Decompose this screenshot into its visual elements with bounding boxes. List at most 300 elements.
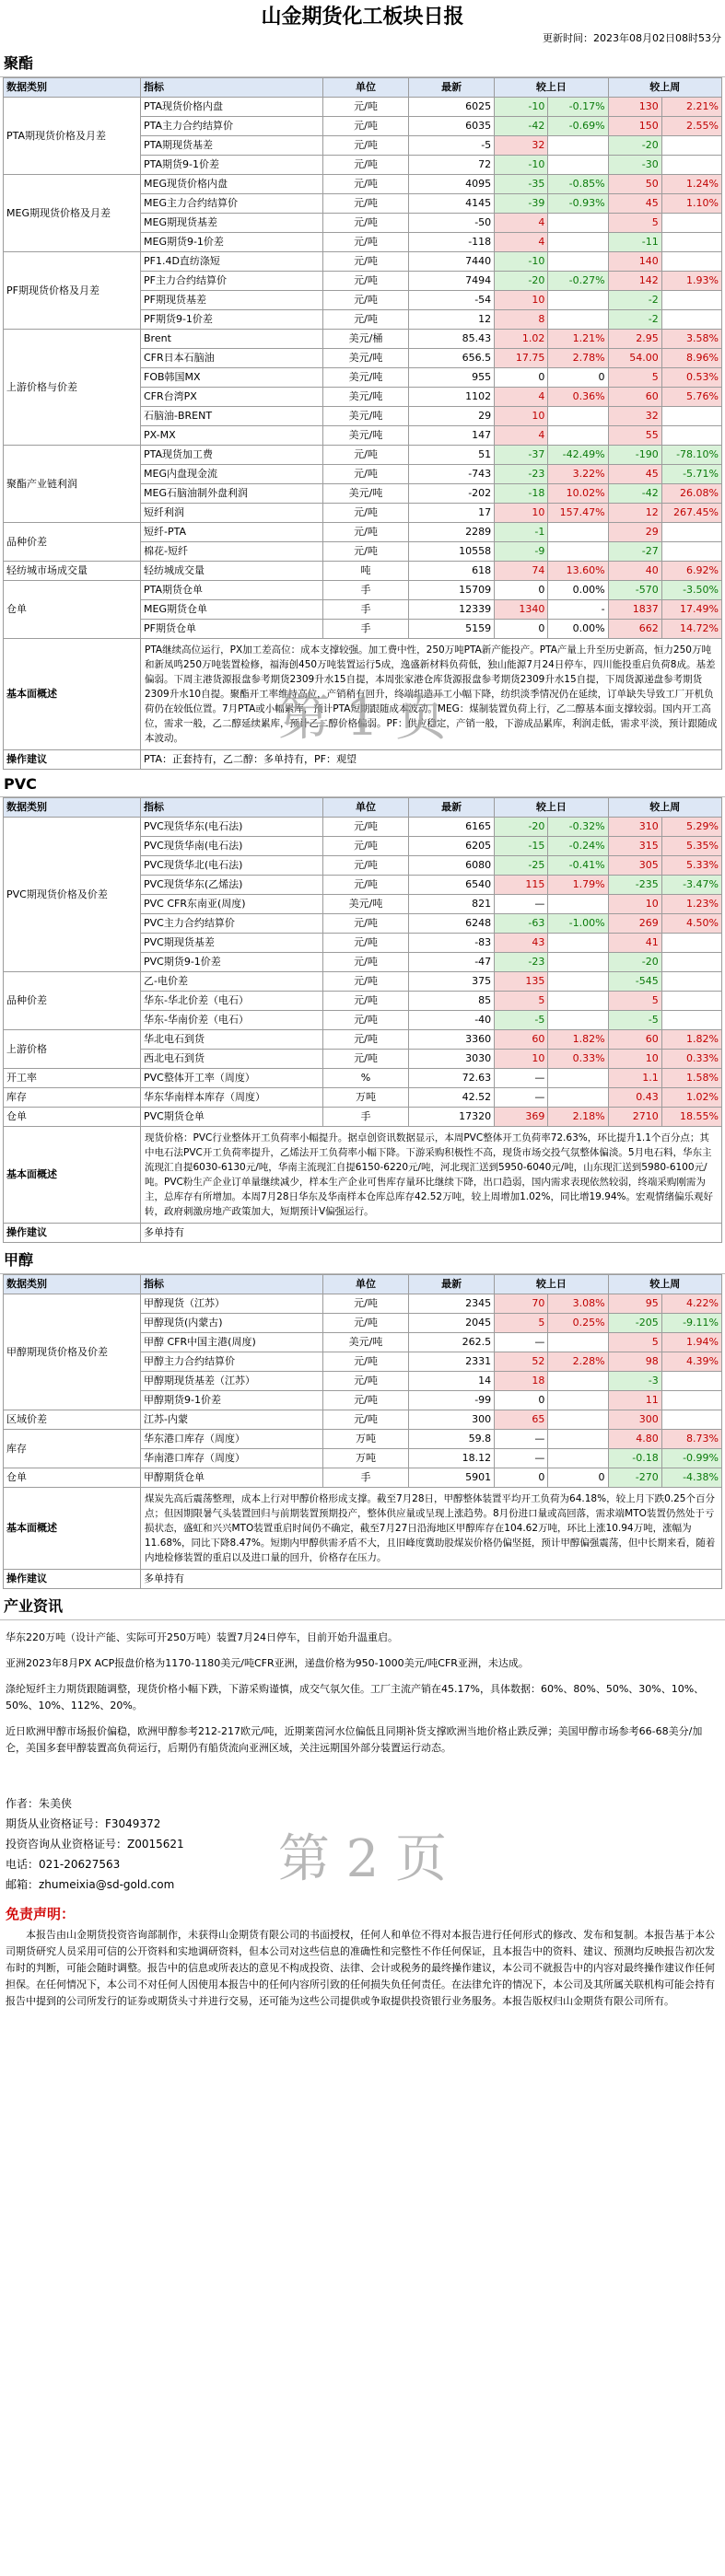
day-change-pct: 3.08% xyxy=(548,1294,608,1314)
table-row xyxy=(4,1030,722,1050)
unit: % xyxy=(322,1069,408,1088)
unit: 元/吨 xyxy=(322,272,408,291)
week-change-pct xyxy=(661,1391,721,1410)
sections-container xyxy=(0,46,725,1589)
day-change: 65 xyxy=(495,1410,548,1430)
indicator-name: FOB韩国MX xyxy=(141,368,323,388)
day-change: 135 xyxy=(495,972,548,992)
advice-text: 多单持有 xyxy=(141,1224,722,1243)
day-change-pct xyxy=(548,1372,608,1391)
latest-value: -118 xyxy=(409,233,495,252)
latest-value: 5159 xyxy=(409,620,495,639)
indicator-name: 甲醇现货（江苏） xyxy=(141,1294,323,1314)
overview-text: 煤炭先高后震荡整理，成本上行对甲醇价格形成支撑。截至7月28日，甲醇整体装置平均开工负荷为64.18%，较上月下跌0.25个百分点；但因期限暑气头装置回归与前期装置预期投产，整体供应量或呈现上涨趋势。8月份进口量或高回落，需求端MTO装置仍然处于亏损状态，盛虹和兴兴MTO装置重启时间仍不确定，截至7月27日沿海地区甲醇库存在104.62万吨，环比上涨10.94万吨，涨幅为11.68%，同比下降8.47%。短期内甲醇供需矛盾不大，且旧峰度冀助股煤炭价格仍偏坚挺，预计甲醇偏强震荡，但中长期来看，随着内地检修装置的重启以及进口量的回升，价格存在压力。 xyxy=(141,1488,722,1570)
advice-text: PTA：正套持有，乙二醇：多单持有，PF：观望 xyxy=(141,750,722,770)
day-change: — xyxy=(495,1069,548,1088)
week-change: -570 xyxy=(608,581,661,600)
latest-value: 3360 xyxy=(409,1030,495,1050)
latest-value: 85.43 xyxy=(409,330,495,349)
column-header: 指标 xyxy=(141,798,323,818)
day-change-pct xyxy=(548,136,608,156)
latest-value: 29 xyxy=(409,407,495,426)
week-change-pct: -0.99% xyxy=(661,1449,721,1468)
latest-value: 2045 xyxy=(409,1314,495,1333)
week-change-pct: -3.47% xyxy=(661,876,721,895)
day-change-pct xyxy=(548,1088,608,1108)
column-header: 较上周 xyxy=(608,78,721,98)
week-change: 55 xyxy=(608,426,661,446)
day-change-pct xyxy=(548,252,608,272)
week-change-pct: 1.02% xyxy=(661,1088,721,1108)
day-change: 17.75 xyxy=(495,349,548,368)
week-change: -11 xyxy=(608,233,661,252)
unit: 元/吨 xyxy=(322,876,408,895)
week-change: 269 xyxy=(608,914,661,934)
week-change-pct xyxy=(661,972,721,992)
week-change: -20 xyxy=(608,953,661,972)
day-change: 4 xyxy=(495,426,548,446)
latest-value: 17320 xyxy=(409,1108,495,1127)
day-change: 10 xyxy=(495,407,548,426)
report-title: 山金期货化工板块日报 xyxy=(261,6,464,29)
day-change-pct: -0.17% xyxy=(548,98,608,117)
week-change: 315 xyxy=(608,837,661,856)
unit: 元/吨 xyxy=(322,98,408,117)
week-change-pct: 17.49% xyxy=(661,600,721,620)
day-change-pct xyxy=(548,1410,608,1430)
week-change: -42 xyxy=(608,484,661,504)
week-change: -235 xyxy=(608,876,661,895)
indicator-name: PVC现货华北(电石法) xyxy=(141,856,323,876)
latest-value: 6540 xyxy=(409,876,495,895)
week-change: 130 xyxy=(608,98,661,117)
day-change-pct: 0 xyxy=(548,1468,608,1488)
week-change-pct: 2.21% xyxy=(661,98,721,117)
week-change: -30 xyxy=(608,156,661,175)
week-change: 1.1 xyxy=(608,1069,661,1088)
indicator-name: PF期货仓单 xyxy=(141,620,323,639)
indicator-name: PTA现货加工费 xyxy=(141,446,323,465)
row-category: PVC期现货价格及价差 xyxy=(4,818,141,972)
day-change: 5 xyxy=(495,992,548,1011)
row-category: 开工率 xyxy=(4,1069,141,1088)
week-change-pct xyxy=(661,426,721,446)
latest-value: 72 xyxy=(409,156,495,175)
indicator-name: PVC CFR东南亚(周度) xyxy=(141,895,323,914)
indicator-name: PVC现货华南(电石法) xyxy=(141,837,323,856)
table-row xyxy=(4,972,722,992)
week-change-pct xyxy=(661,407,721,426)
author-qualification: 期货从业资格证号：F3049372 xyxy=(6,1817,161,1830)
week-change: 5 xyxy=(608,368,661,388)
day-change: — xyxy=(495,1088,548,1108)
author-email: 邮箱：zhumeixia@sd-gold.com xyxy=(6,1878,175,1891)
unit: 元/吨 xyxy=(322,310,408,330)
data-table xyxy=(3,797,722,1243)
week-change-pct: 0.33% xyxy=(661,1050,721,1069)
indicator-name: 华东-华南价差（电石） xyxy=(141,1011,323,1030)
unit: 元/吨 xyxy=(322,1352,408,1372)
latest-value: 10558 xyxy=(409,542,495,562)
section-title: 聚酯 xyxy=(0,46,725,77)
day-change: -10 xyxy=(495,98,548,117)
day-change-pct: 2.78% xyxy=(548,349,608,368)
row-category: PF期现货价格及月差 xyxy=(4,252,141,330)
unit: 吨 xyxy=(322,562,408,581)
column-header: 单位 xyxy=(322,1275,408,1294)
latest-value: 15709 xyxy=(409,581,495,600)
news-title: 产业资讯 xyxy=(0,1589,725,1620)
day-change-pct xyxy=(548,214,608,233)
day-change-pct: 1.82% xyxy=(548,1030,608,1050)
week-change-pct: 18.55% xyxy=(661,1108,721,1127)
week-change: 50 xyxy=(608,175,661,194)
unit: 手 xyxy=(322,1108,408,1127)
indicator-name: 乙-电价差 xyxy=(141,972,323,992)
week-change-pct: 1.10% xyxy=(661,194,721,214)
unit: 美元/吨 xyxy=(322,388,408,407)
day-change-pct: 1.21% xyxy=(548,330,608,349)
day-change-pct xyxy=(548,992,608,1011)
row-category: MEG期现货价格及月差 xyxy=(4,175,141,252)
day-change: -42 xyxy=(495,117,548,136)
unit: 美元/桶 xyxy=(322,330,408,349)
week-change-pct: 8.96% xyxy=(661,349,721,368)
day-change: -63 xyxy=(495,914,548,934)
unit: 元/吨 xyxy=(322,934,408,953)
week-change: 98 xyxy=(608,1352,661,1372)
unit: 美元/吨 xyxy=(322,895,408,914)
day-change: 0 xyxy=(495,1391,548,1410)
indicator-name: PTA期货9-1价差 xyxy=(141,156,323,175)
industry-news xyxy=(0,1589,725,1757)
table-row xyxy=(4,1108,722,1127)
day-change-pct xyxy=(548,1391,608,1410)
column-header: 数据类别 xyxy=(4,1275,141,1294)
unit: 万吨 xyxy=(322,1449,408,1468)
day-change: — xyxy=(495,1449,548,1468)
latest-value: 147 xyxy=(409,426,495,446)
indicator-name: 华东港口库存（周度） xyxy=(141,1430,323,1449)
indicator-name: MEG期货9-1价差 xyxy=(141,233,323,252)
unit: 元/吨 xyxy=(322,914,408,934)
day-change-pct: 0.00% xyxy=(548,581,608,600)
day-change: 18 xyxy=(495,1372,548,1391)
day-change-pct: 0.00% xyxy=(548,620,608,639)
indicator-name: 华北电石到货 xyxy=(141,1030,323,1050)
day-change-pct xyxy=(548,972,608,992)
table-header-row xyxy=(4,798,722,818)
day-change-pct xyxy=(548,310,608,330)
unit: 元/吨 xyxy=(322,1314,408,1333)
latest-value: 5901 xyxy=(409,1468,495,1488)
indicator-name: Brent xyxy=(141,330,323,349)
latest-value: 375 xyxy=(409,972,495,992)
week-change-pct xyxy=(661,136,721,156)
latest-value: 2289 xyxy=(409,523,495,542)
advice-row xyxy=(4,1224,722,1243)
indicator-name: PVC现货华东(乙烯法) xyxy=(141,876,323,895)
unit: 元/吨 xyxy=(322,542,408,562)
unit: 美元/吨 xyxy=(322,1333,408,1352)
week-change: -545 xyxy=(608,972,661,992)
week-change-pct xyxy=(661,291,721,310)
latest-value: 1102 xyxy=(409,388,495,407)
unit: 元/吨 xyxy=(322,1050,408,1069)
indicator-name: 甲醇主力合约结算价 xyxy=(141,1352,323,1372)
week-change: 140 xyxy=(608,252,661,272)
column-header: 数据类别 xyxy=(4,798,141,818)
table-row xyxy=(4,446,722,465)
indicator-name: 甲醇期货仓单 xyxy=(141,1468,323,1488)
indicator-name: MEG期货仓单 xyxy=(141,600,323,620)
week-change: 150 xyxy=(608,117,661,136)
day-change: -15 xyxy=(495,837,548,856)
table-row xyxy=(4,523,722,542)
week-change: -2 xyxy=(608,310,661,330)
disclaimer-text: 本报告由山金期货投资咨询部制作，未获得山金期货有限公司的书面授权，任何人和单位不得对本报告进行任何形式的修改、发布和复制。本报告基于本公司期货研究人员采用可信的公开资料和实地调研资料，但本公司对这些信息的准确性和完整性不作任何保证，且本报告中的资料、建议、预测均反映报告初次发布时的判断，可能会随时调整。报告中的信息或所表达的意见不构成投资、法律、会计或税务的最终操作建议，本公司不就报告中的内容对最终操作建议作任何担保。在任何情况下，本公司不对任何人因使用本报告中的任何内容所引致的任何损失负任何责任。在法律允许的情况下，本公司及其所属关联机构可能会持有报告中提到的公司所发行的证券或期货头寸并进行交易，还可能为这些公司提供或争取提供投资银行业务服务。本报告版权归山金期货有限公司所有。 xyxy=(6,1929,715,2007)
overview-label: 基本面概述 xyxy=(4,639,141,750)
table-row xyxy=(4,98,722,117)
latest-value: -54 xyxy=(409,291,495,310)
overview-label: 基本面概述 xyxy=(4,1127,141,1224)
day-change: 74 xyxy=(495,562,548,581)
day-change: — xyxy=(495,895,548,914)
row-category: 聚酯产业链利润 xyxy=(4,446,141,523)
table-row xyxy=(4,1294,722,1314)
week-change: 662 xyxy=(608,620,661,639)
table-header-row xyxy=(4,1275,722,1294)
column-header: 单位 xyxy=(322,798,408,818)
week-change-pct: -4.38% xyxy=(661,1468,721,1488)
latest-value: 6025 xyxy=(409,98,495,117)
day-change: 70 xyxy=(495,1294,548,1314)
column-header: 数据类别 xyxy=(4,78,141,98)
unit: 元/吨 xyxy=(322,504,408,523)
unit: 万吨 xyxy=(322,1088,408,1108)
week-change-pct: 8.73% xyxy=(661,1430,721,1449)
indicator-name: 西北电石到货 xyxy=(141,1050,323,1069)
table-row xyxy=(4,581,722,600)
author-info xyxy=(6,1793,719,1895)
latest-value: 59.8 xyxy=(409,1430,495,1449)
day-change: -23 xyxy=(495,953,548,972)
day-change-pct: -0.32% xyxy=(548,818,608,837)
week-change: 32 xyxy=(608,407,661,426)
row-category: PTA期现货价格及月差 xyxy=(4,98,141,175)
week-change-pct: 3.58% xyxy=(661,330,721,349)
week-change-pct: 5.33% xyxy=(661,856,721,876)
day-change: 8 xyxy=(495,310,548,330)
indicator-name: 甲醇期货9-1价差 xyxy=(141,1391,323,1410)
day-change-pct xyxy=(548,156,608,175)
day-change-pct xyxy=(548,1011,608,1030)
advice-label: 操作建议 xyxy=(4,750,141,770)
table-row xyxy=(4,252,722,272)
unit: 元/吨 xyxy=(322,1410,408,1430)
row-category: 仓单 xyxy=(4,1468,141,1488)
day-change: -9 xyxy=(495,542,548,562)
overview-row xyxy=(4,1127,722,1224)
unit: 手 xyxy=(322,620,408,639)
unit: 元/吨 xyxy=(322,1030,408,1050)
day-change: — xyxy=(495,1430,548,1449)
column-header: 较上周 xyxy=(608,798,721,818)
week-change-pct: 1.23% xyxy=(661,895,721,914)
indicator-name: 华南港口库存（周度） xyxy=(141,1449,323,1468)
author-phone: 电话：021-20627563 xyxy=(6,1858,121,1871)
week-change: 40 xyxy=(608,562,661,581)
unit: 元/吨 xyxy=(322,136,408,156)
latest-value: 2345 xyxy=(409,1294,495,1314)
day-change-pct xyxy=(548,291,608,310)
week-change: -3 xyxy=(608,1372,661,1391)
indicator-name: PTA期货仓单 xyxy=(141,581,323,600)
unit: 元/吨 xyxy=(322,1011,408,1030)
day-change-pct: 0.33% xyxy=(548,1050,608,1069)
week-change-pct: 4.50% xyxy=(661,914,721,934)
day-change: 1340 xyxy=(495,600,548,620)
week-change: 305 xyxy=(608,856,661,876)
indicator-name: PVC期货9-1价差 xyxy=(141,953,323,972)
latest-value: 14 xyxy=(409,1372,495,1391)
indicator-name: PTA期现货基差 xyxy=(141,136,323,156)
data-table xyxy=(3,77,722,770)
column-header: 最新 xyxy=(409,798,495,818)
unit: 元/吨 xyxy=(322,214,408,233)
week-change: 29 xyxy=(608,523,661,542)
unit: 元/吨 xyxy=(322,818,408,837)
week-change-pct xyxy=(661,233,721,252)
day-change-pct: 2.28% xyxy=(548,1352,608,1372)
table-header-row xyxy=(4,78,722,98)
column-header: 较上日 xyxy=(495,1275,608,1294)
week-change-pct: 6.92% xyxy=(661,562,721,581)
page-watermark-2: 第 2 页 xyxy=(277,1829,448,1889)
row-category: 库存 xyxy=(4,1088,141,1108)
column-header: 指标 xyxy=(141,78,323,98)
indicator-name: PF主力合约结算价 xyxy=(141,272,323,291)
overview-text: 现货价格：PVC行业整体开工负荷率小幅提升。据卓创资讯数据显示，本周PVC整体开工负荷率72.63%，环比提升1.1个百分点；其中电石法PVC开工负荷率提升，乙烯法开工负荷率小幅下降。下游采购积极性不高，现货市场交投气氛整体偏淡。5月电石料，华东主流现汇自提6030-6130元/吨，华南主流现汇自提6150-6220元/吨，河北现汇送到5950-6040元/吨，山东现汇送到5980-6100元/吨。PVC粉生产企业订单量继续减少，样本生产企业可售库存量环比继续下降，出口趋弱，国内需求表现依然较弱，终端采购刚需为主，总库存有所增加。本周7月28日华东及华南样本仓库总库存42.52万吨，较上周增加1.02%，同比增19.94%。宏观情绪偏乐观好转，政府刺激房地产政策加大，短期预计V偏强运行。 xyxy=(141,1127,722,1224)
unit: 手 xyxy=(322,600,408,620)
week-change-pct: 1.94% xyxy=(661,1333,721,1352)
week-change: -0.18 xyxy=(608,1449,661,1468)
latest-value: -50 xyxy=(409,214,495,233)
unit: 元/吨 xyxy=(322,523,408,542)
unit: 元/吨 xyxy=(322,972,408,992)
indicator-name: CFR台湾PX xyxy=(141,388,323,407)
unit: 元/吨 xyxy=(322,856,408,876)
week-change-pct xyxy=(661,953,721,972)
latest-value: 7494 xyxy=(409,272,495,291)
indicator-name: 轻纺城成交量 xyxy=(141,562,323,581)
latest-value: 85 xyxy=(409,992,495,1011)
unit: 美元/吨 xyxy=(322,407,408,426)
latest-value: -202 xyxy=(409,484,495,504)
overview-row xyxy=(4,1488,722,1570)
latest-value: 7440 xyxy=(409,252,495,272)
table-row xyxy=(4,562,722,581)
row-category: 上游价格与价差 xyxy=(4,330,141,446)
week-change: 60 xyxy=(608,1030,661,1050)
row-category: 库存 xyxy=(4,1430,141,1468)
week-change-pct: 4.22% xyxy=(661,1294,721,1314)
day-change: -10 xyxy=(495,252,548,272)
latest-value: 6035 xyxy=(409,117,495,136)
day-change: 10 xyxy=(495,504,548,523)
indicator-name: 甲醇 CFR中国主港(周度) xyxy=(141,1333,323,1352)
day-change: -10 xyxy=(495,156,548,175)
unit: 元/吨 xyxy=(322,446,408,465)
latest-value: 821 xyxy=(409,895,495,914)
day-change: -20 xyxy=(495,272,548,291)
day-change-pct xyxy=(548,953,608,972)
table-row xyxy=(4,1430,722,1449)
overview-row xyxy=(4,639,722,750)
indicator-name: PVC整体开工率（周度） xyxy=(141,1069,323,1088)
day-change-pct: 0.25% xyxy=(548,1314,608,1333)
advice-row xyxy=(4,750,722,770)
latest-value: 618 xyxy=(409,562,495,581)
week-change: 1837 xyxy=(608,600,661,620)
day-change-pct: - xyxy=(548,600,608,620)
page-watermark-1: 第 1 页 xyxy=(277,688,448,748)
latest-value: -5 xyxy=(409,136,495,156)
latest-value: 2331 xyxy=(409,1352,495,1372)
unit: 元/吨 xyxy=(322,233,408,252)
author-name: 作者：朱美侠 xyxy=(6,1797,73,1810)
day-change-pct: -0.93% xyxy=(548,194,608,214)
unit: 美元/吨 xyxy=(322,426,408,446)
day-change: -39 xyxy=(495,194,548,214)
indicator-name: 江苏-内蒙 xyxy=(141,1410,323,1430)
indicator-name: MEG石脑油制外盘利润 xyxy=(141,484,323,504)
week-change-pct xyxy=(661,1011,721,1030)
news-item: 华东220万吨（设计产能、实际可开250万吨）装置7月24日停车，目前开始升温重启。 xyxy=(6,1631,398,1643)
week-change-pct: -5.71% xyxy=(661,465,721,484)
week-change: -205 xyxy=(608,1314,661,1333)
week-change: 5 xyxy=(608,1333,661,1352)
row-category: 仓单 xyxy=(4,1108,141,1127)
indicator-name: PX-MX xyxy=(141,426,323,446)
week-change: 5 xyxy=(608,992,661,1011)
day-change-pct: -0.27% xyxy=(548,272,608,291)
latest-value: 17 xyxy=(409,504,495,523)
week-change-pct: 26.08% xyxy=(661,484,721,504)
column-header: 最新 xyxy=(409,1275,495,1294)
indicator-name: PTA主力合约结算价 xyxy=(141,117,323,136)
row-category: 区域价差 xyxy=(4,1410,141,1430)
week-change-pct: 267.45% xyxy=(661,504,721,523)
week-change-pct xyxy=(661,992,721,1011)
day-change-pct: 0.36% xyxy=(548,388,608,407)
unit: 元/吨 xyxy=(322,992,408,1011)
latest-value: 656.5 xyxy=(409,349,495,368)
column-header: 指标 xyxy=(141,1275,323,1294)
week-change: 300 xyxy=(608,1410,661,1430)
day-change: 115 xyxy=(495,876,548,895)
news-item: 涤纶短纤主力期货跟随调整，现货价格小幅下跌，下游采购谨慎，成交气氛欠佳。工厂主流产销在45.17%，具体数据：60%、80%、50%、30%、10%、50%、10%、112%、20%。 xyxy=(6,1683,705,1712)
day-change-pct: -0.41% xyxy=(548,856,608,876)
week-change: 41 xyxy=(608,934,661,953)
day-change-pct xyxy=(548,542,608,562)
day-change: 10 xyxy=(495,1050,548,1069)
indicator-name: PVC现货华东(电石法) xyxy=(141,818,323,837)
latest-value: 955 xyxy=(409,368,495,388)
indicator-name: 短纤利润 xyxy=(141,504,323,523)
row-category: 品种价差 xyxy=(4,523,141,562)
indicator-name: PF期货9-1价差 xyxy=(141,310,323,330)
